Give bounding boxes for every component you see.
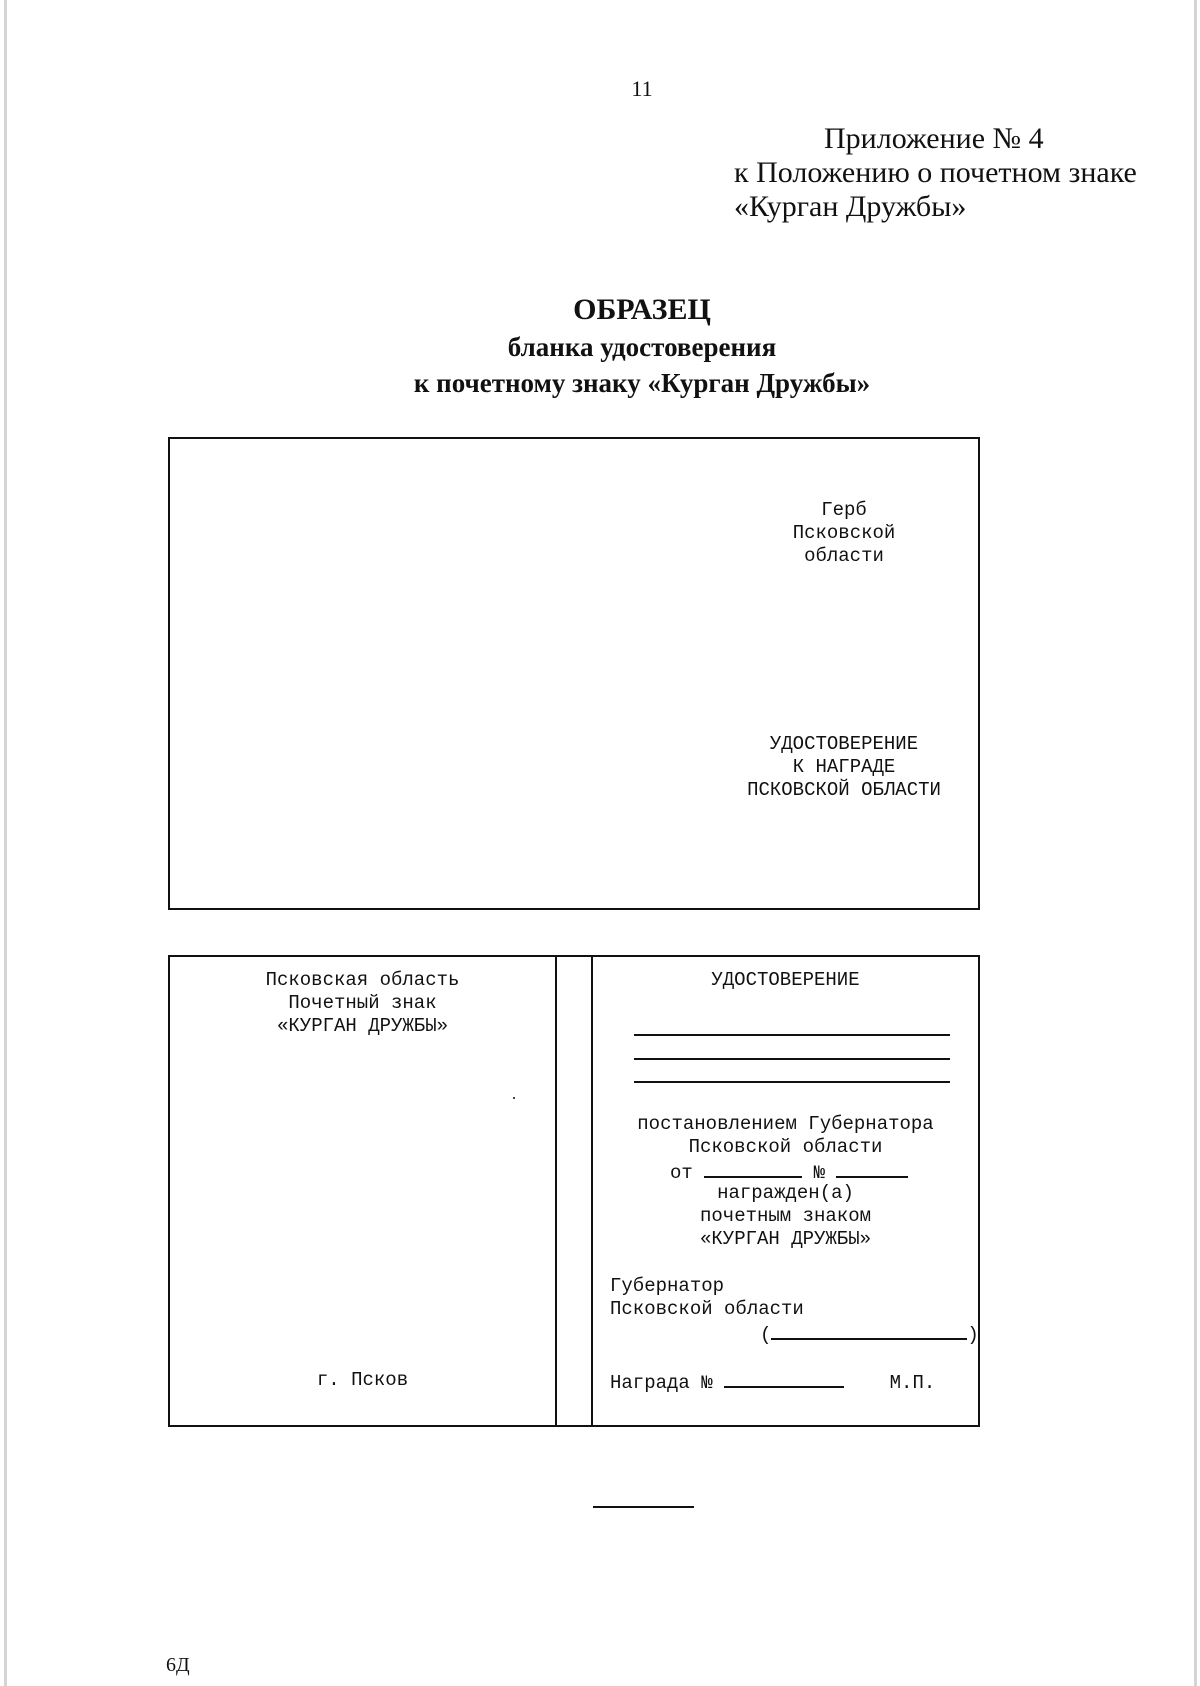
decree-text: постановлением Губернатора Псковской области (637, 1113, 934, 1158)
heading-subtitle-1: бланка удостоверения (507, 332, 777, 362)
fold-line-left (555, 957, 557, 1425)
certificate-front-title: УДОСТОВЕРЕНИЕ К НАГРАДЕ ПСКОВСКОЙ ОБЛАСТИ (747, 733, 941, 801)
appendix-note (734, 122, 1137, 224)
award-number-field[interactable] (724, 1369, 844, 1388)
award-number-row (610, 1369, 935, 1395)
inner-left-city: г. Псков (316, 1369, 409, 1391)
heading-subtitle-2: к почетному знаку «Курган Дружбы» (413, 368, 871, 398)
signature-row (760, 1321, 979, 1347)
inner-left-header: Псковская область Почетный знак «КУРГАН ДРУЖБЫ» (265, 969, 460, 1037)
certificate-inner (168, 955, 980, 1427)
inner-right-title: УДОСТОВЕРЕНИЕ (711, 969, 860, 991)
page-number: 11 (631, 76, 653, 101)
name-line-2[interactable] (634, 1058, 950, 1060)
award-number-label: Награда № (610, 1372, 713, 1394)
appendix-line-2: к Положению о почетном знаке (734, 156, 1137, 189)
seal-label: М.П. (889, 1372, 936, 1394)
heading-title: ОБРАЗЕЦ (573, 293, 711, 326)
appendix-line-3: «Курган Дружбы» (734, 190, 967, 223)
signature-field[interactable] (771, 1321, 967, 1340)
awarded-text: награжден(а) почетным знаком «КУРГАН ДРУЖБЫ» (699, 1182, 872, 1250)
from-label: от (670, 1162, 693, 1184)
footer-code: 6Д (166, 1654, 190, 1676)
signature-open: ( (760, 1324, 772, 1346)
decree-number-field[interactable] (836, 1159, 908, 1178)
appendix-line-1: Приложение № 4 (824, 122, 1044, 155)
signature-close: ) (967, 1324, 979, 1346)
name-line-1[interactable] (634, 1034, 950, 1036)
decree-number-sign: № (813, 1162, 826, 1184)
coat-of-arms-placeholder: Герб Псковской области (792, 499, 896, 567)
scan-speck (513, 1097, 515, 1099)
scan-edge-right (1194, 0, 1197, 1686)
name-line-3[interactable] (634, 1081, 950, 1083)
certificate-front (168, 437, 980, 910)
end-of-document-line (593, 1506, 694, 1508)
decree-date-field[interactable] (704, 1159, 802, 1178)
governor-label: Губернатор Псковской области (610, 1275, 804, 1320)
scan-edge-left (4, 0, 7, 1686)
document-heading (0, 292, 1200, 400)
